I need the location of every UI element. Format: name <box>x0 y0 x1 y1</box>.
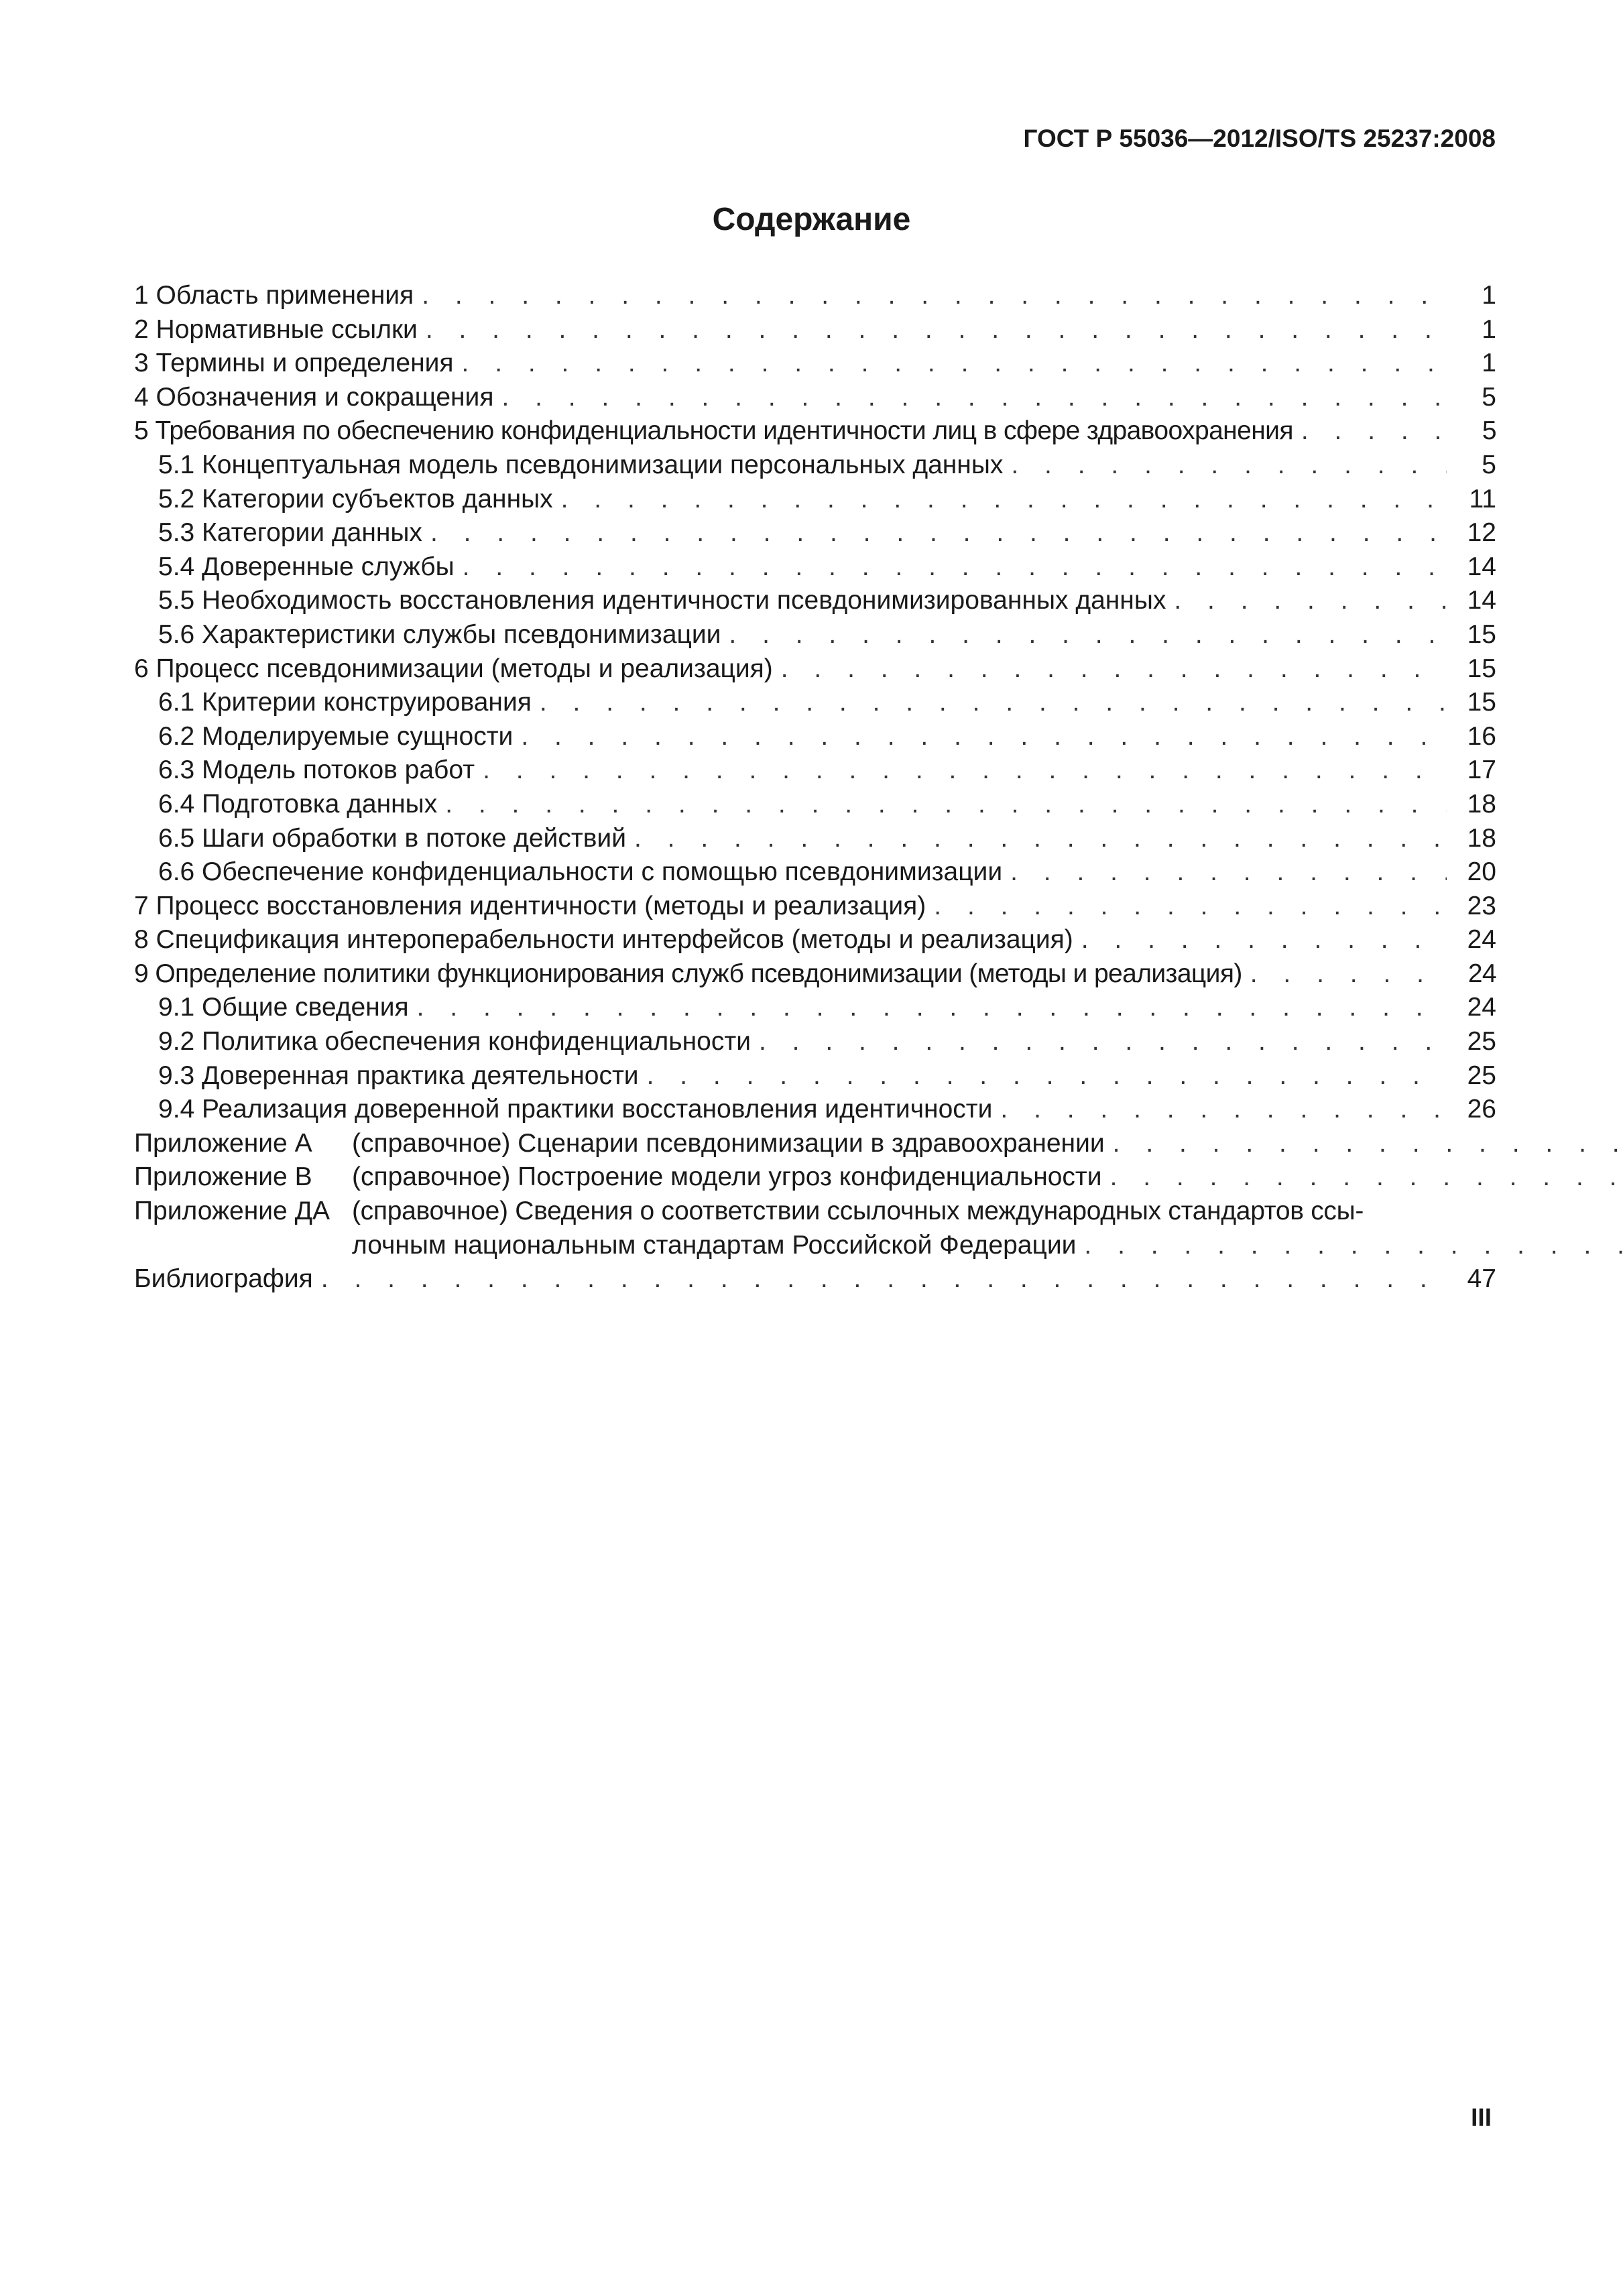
toc-entry-page: 5 <box>1482 416 1496 446</box>
toc-entry-page: 18 <box>1467 789 1496 819</box>
toc-entry-page: 17 <box>1467 756 1496 785</box>
dot-leader <box>1301 414 1447 448</box>
page-title: Содержание <box>712 202 911 237</box>
toc-entry-label: 5.5 Необходимость восстановления идентичности псевдонимизированных данных <box>158 586 1166 615</box>
dot-leader <box>647 1059 1447 1093</box>
toc-entry-label: 9.4 Реализация доверенной практики восстановления идентичности <box>158 1095 993 1124</box>
toc-entry-label: 6.2 Моделируемые сущности <box>158 721 514 751</box>
dot-leader <box>426 313 1447 347</box>
toc-entry[interactable] <box>134 822 1496 856</box>
dot-leader <box>759 1025 1447 1059</box>
toc-entry-page: 5 <box>1482 450 1496 479</box>
dot-leader <box>1084 1229 1623 1263</box>
toc-entry-page: 24 <box>1467 925 1496 955</box>
toc-entry-label: 6.5 Шаги обработки в потоке действий <box>158 823 626 853</box>
toc-entry-label: 2 Нормативные ссылки <box>134 314 418 344</box>
toc-entry-label: 9.2 Политика обеспечения конфиденциальности <box>158 1027 751 1056</box>
toc-entry-label: 6.4 Подготовка данных <box>158 789 438 819</box>
toc-entry[interactable] <box>134 618 1496 652</box>
toc-entry[interactable] <box>134 550 1496 585</box>
toc-entry-label: 3 Термины и определения <box>134 349 454 378</box>
toc-entry-page: 26 <box>1467 1095 1496 1124</box>
toc-entry-page: 1 <box>1482 349 1496 378</box>
toc-entry-label: 9.3 Доверенная практика деятельности <box>158 1061 639 1090</box>
toc-entry-label: 9 Определение политики функционирования служб псевдонимизации (методы и реализация) <box>134 959 1242 988</box>
toc-entry[interactable] <box>134 855 1496 890</box>
dot-leader <box>1011 448 1447 483</box>
appendix-entry[interactable] <box>134 1127 1496 1161</box>
toc-entry-page: 12 <box>1467 518 1496 548</box>
appendix-title-line-1: (справочное) Сведения о соответствии ссылочных международных стандартов ссы- <box>352 1197 1364 1226</box>
toc-entry-label: 5.2 Категории субъектов данных <box>158 484 553 513</box>
dot-leader <box>1010 855 1447 890</box>
appendix-title: (справочное) Сценарии псевдонимизации в здравоохранении <box>352 1128 1105 1158</box>
toc-entry-page: 23 <box>1467 891 1496 920</box>
dot-leader <box>1250 957 1447 991</box>
toc-entry[interactable] <box>134 686 1496 720</box>
toc-entry[interactable] <box>134 753 1496 788</box>
toc-entry-page: 24 <box>1467 959 1496 988</box>
toc-entry[interactable] <box>134 414 1496 448</box>
table-of-contents <box>134 279 1496 1296</box>
dot-leader <box>781 652 1447 686</box>
toc-entry[interactable] <box>134 923 1496 957</box>
dot-leader <box>561 483 1447 517</box>
toc-entry[interactable] <box>134 347 1496 381</box>
dot-leader <box>417 991 1447 1025</box>
dot-leader <box>729 618 1447 652</box>
toc-entry[interactable] <box>134 313 1496 347</box>
toc-entry[interactable] <box>134 381 1496 415</box>
toc-entry-bibliography[interactable] <box>134 1262 1496 1296</box>
dot-leader <box>934 890 1447 924</box>
dot-leader <box>321 1262 1447 1296</box>
toc-entry[interactable] <box>134 1025 1496 1059</box>
toc-entry[interactable] <box>134 279 1496 313</box>
appendix-label: Приложение ДА <box>134 1197 330 1226</box>
toc-entry-page: 25 <box>1467 1027 1496 1056</box>
toc-entry[interactable] <box>134 1059 1496 1093</box>
toc-entry-page: 15 <box>1467 619 1496 649</box>
toc-entry[interactable] <box>134 720 1496 754</box>
toc-entry-page: 16 <box>1467 721 1496 751</box>
dot-leader <box>422 279 1447 313</box>
dot-leader <box>1174 584 1447 618</box>
dot-leader <box>1113 1127 1623 1161</box>
toc-entry-label: 4 Обозначения и сокращения <box>134 382 494 412</box>
dot-leader <box>430 516 1447 550</box>
dot-leader <box>501 381 1447 415</box>
toc-entry-page: 1 <box>1482 281 1496 310</box>
toc-entry-label: 5.1 Концептуальная модель псевдонимизации персональных данных <box>158 450 1004 479</box>
toc-entry-page: 47 <box>1467 1264 1496 1294</box>
toc-entry[interactable] <box>134 483 1496 517</box>
dot-leader <box>463 550 1447 585</box>
toc-entry-label: 6.6 Обеспечение конфиденциальности с помощью псевдонимизации <box>158 857 1003 887</box>
appendix-title: (справочное) Построение модели угроз конфиденциальности <box>352 1162 1102 1192</box>
toc-entry[interactable] <box>134 448 1496 483</box>
dot-leader <box>521 720 1447 754</box>
toc-entry-label: 6.3 Модель потоков работ <box>158 756 475 785</box>
dot-leader <box>483 753 1447 788</box>
toc-entry-page: 5 <box>1482 382 1496 412</box>
toc-entry-page: 15 <box>1467 688 1496 717</box>
dot-leader <box>634 822 1447 856</box>
toc-entry-label: 8 Спецификация интероперабельности интерфейсов (методы и реализация) <box>134 925 1073 955</box>
toc-entry-page: 14 <box>1467 586 1496 615</box>
toc-entry-label: 5.6 Характеристики службы псевдонимизации <box>158 619 721 649</box>
dot-leader <box>540 686 1447 720</box>
toc-entry-page: 15 <box>1467 654 1496 683</box>
toc-entry[interactable] <box>134 516 1496 550</box>
toc-entry-label: 5.3 Категории данных <box>158 518 422 548</box>
toc-entry-page: 24 <box>1467 993 1496 1022</box>
appendix-label: Приложение А <box>134 1128 312 1158</box>
appendix-entry[interactable] <box>134 1195 1496 1262</box>
toc-entry[interactable] <box>134 584 1496 618</box>
toc-entry-page: 18 <box>1467 823 1496 853</box>
appendix-entry[interactable] <box>134 1160 1496 1195</box>
toc-entry-page: 25 <box>1467 1061 1496 1090</box>
dot-leader <box>445 788 1447 822</box>
toc-entry-label: 6 Процесс псевдонимизации (методы и реализация) <box>134 654 773 683</box>
toc-entry[interactable] <box>134 957 1496 991</box>
dot-leader <box>1000 1093 1447 1127</box>
appendix-label: Приложение В <box>134 1162 312 1192</box>
dot-leader <box>462 347 1447 381</box>
toc-entry-page: 20 <box>1467 857 1496 887</box>
toc-entry[interactable] <box>134 788 1496 822</box>
toc-entry-page: 11 <box>1469 484 1496 513</box>
toc-entry-label: 9.1 Общие сведения <box>158 993 409 1022</box>
toc-entry-label: 6.1 Критерии конструирования <box>158 688 532 717</box>
appendix-title-line-2: лочным национальным стандартам Российской Федерации <box>352 1230 1077 1260</box>
toc-entry[interactable] <box>134 890 1496 924</box>
toc-entry-label: 5 Требования по обеспечению конфиденциальности идентичности лиц в сфере здравоохранения <box>134 416 1293 446</box>
toc-entry[interactable] <box>134 1093 1496 1127</box>
toc-entry-label: 7 Процесс восстановления идентичности (методы и реализация) <box>134 891 926 920</box>
page-number: III <box>1471 2104 1492 2131</box>
document-id-header: ГОСТ Р 55036—2012/ISO/TS 25237:2008 <box>1023 125 1496 152</box>
toc-entry-label: Библиография <box>134 1264 313 1294</box>
dot-leader <box>1081 923 1447 957</box>
toc-entry[interactable] <box>134 991 1496 1025</box>
toc-entry-page: 14 <box>1467 552 1496 581</box>
toc-entry-page: 1 <box>1482 314 1496 344</box>
toc-entry-label: 5.4 Доверенные службы <box>158 552 455 581</box>
dot-leader <box>1110 1160 1623 1195</box>
toc-entry-label: 1 Область применения <box>134 281 414 310</box>
toc-entry[interactable] <box>134 652 1496 686</box>
